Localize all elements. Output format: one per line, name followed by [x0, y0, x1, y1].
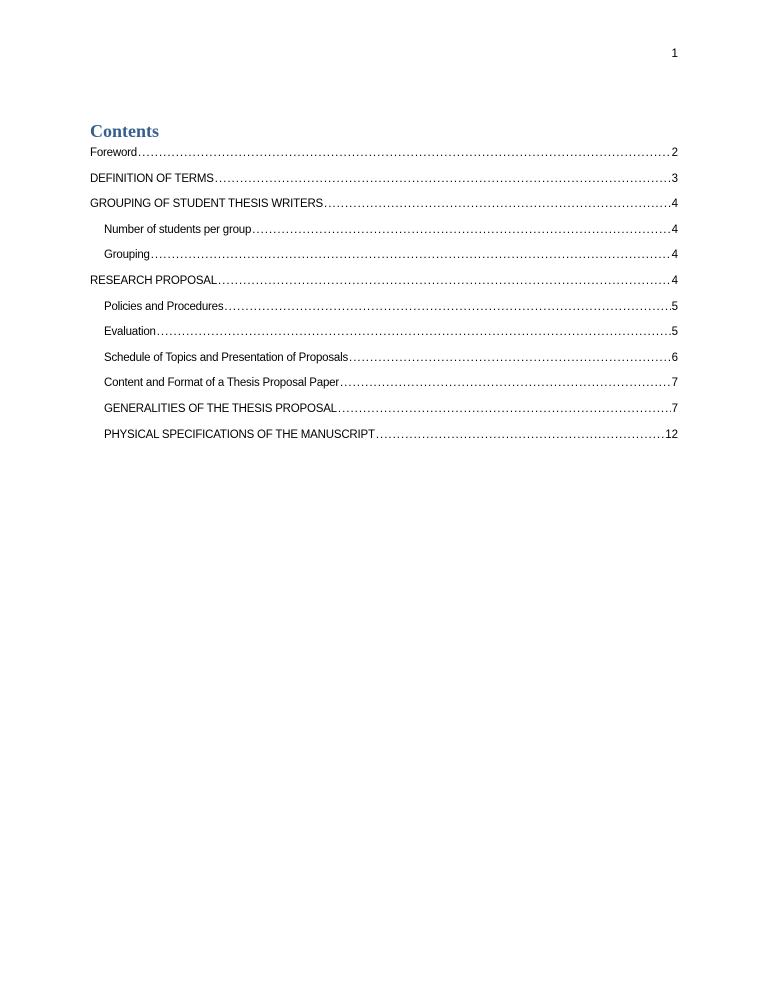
toc-entry-page: 7: [671, 377, 678, 390]
dot-leader: [252, 221, 670, 239]
toc-entry-title: GROUPING OF STUDENT THESIS WRITERS: [90, 198, 324, 211]
dot-leader: [349, 349, 671, 367]
toc-entry-title: GENERALITIES OF THE THESIS PROPOSAL: [104, 402, 337, 415]
dot-leader: [215, 170, 671, 188]
toc-entry-page: 4: [671, 198, 678, 211]
toc-entry-evaluation[interactable]: [90, 323, 678, 349]
toc-entry-page: 7: [671, 402, 678, 415]
toc-entry-title: RESEARCH PROPOSAL: [90, 274, 217, 287]
toc-entry-schedule-of-topics[interactable]: [90, 349, 678, 375]
toc-entry-number-of-students-per-group[interactable]: [90, 221, 678, 247]
toc-entry-policies-and-procedures[interactable]: [90, 298, 678, 324]
toc-entry-definition-of-terms[interactable]: [90, 170, 678, 196]
toc-heading: Contents: [90, 121, 160, 141]
toc-entry-page: 2: [671, 147, 678, 159]
toc-entry-physical-specifications[interactable]: [90, 426, 678, 452]
toc-entry-title: Grouping: [104, 249, 150, 262]
toc-entry-grouping[interactable]: [90, 246, 678, 272]
toc-entry-title: Policies and Procedures: [104, 300, 224, 313]
toc-entry-page: 5: [671, 326, 678, 339]
toc-entry-title: Content and Format of a Thesis Proposal Paper: [104, 377, 339, 390]
toc-entry-research-proposal[interactable]: [90, 272, 678, 298]
toc-entry-title: Number of students per group: [104, 223, 252, 236]
toc-entry-page: 12: [665, 428, 678, 441]
toc-entry-page: 3: [671, 172, 678, 185]
dot-leader: [376, 426, 664, 444]
dot-leader: [151, 246, 671, 264]
toc-entry-page: 6: [671, 351, 678, 364]
table-of-contents: [90, 144, 678, 451]
toc-entry-title: Schedule of Topics and Presentation of Proposals: [104, 351, 348, 364]
toc-entry-title: Evaluation: [104, 326, 156, 339]
toc-entry-title: DEFINITION OF TERMS: [90, 172, 214, 185]
toc-entry-page: 4: [671, 223, 678, 236]
toc-entry-page: 5: [671, 300, 678, 313]
toc-entry-page: 4: [671, 249, 678, 262]
toc-entry-page: 4: [671, 274, 678, 287]
toc-entry-content-and-format[interactable]: [90, 374, 678, 400]
dot-leader: [218, 272, 671, 290]
toc-entry-foreword[interactable]: [90, 144, 678, 170]
dot-leader: [157, 323, 671, 341]
page-number: 1: [671, 46, 678, 60]
dot-leader: [224, 298, 670, 316]
dot-leader: [138, 144, 671, 162]
toc-entry-grouping-of-student-thesis-writers[interactable]: [90, 195, 678, 221]
dot-leader: [338, 400, 671, 418]
dot-leader: [340, 374, 671, 392]
dot-leader: [324, 195, 671, 213]
toc-entry-title: PHYSICAL SPECIFICATIONS OF THE MANUSCRIPT: [104, 428, 375, 441]
toc-entry-generalities-of-the-thesis-proposal[interactable]: [90, 400, 678, 426]
toc-entry-title: Foreword: [90, 147, 137, 159]
